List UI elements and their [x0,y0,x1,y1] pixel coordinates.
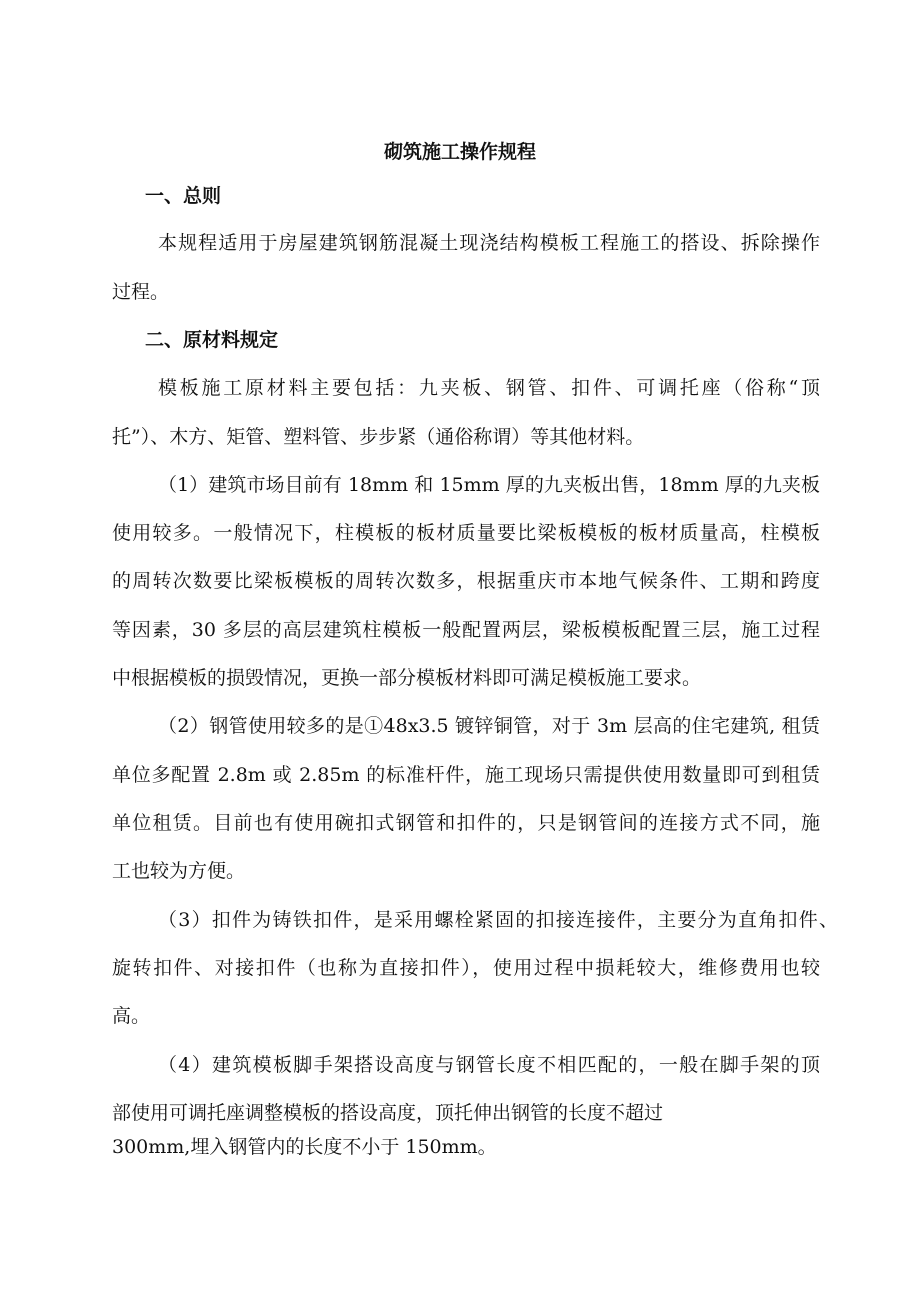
paragraph-line: 300mm,埋入钢管内的长度不小于 150mm。 [112,1136,497,1158]
paragraph-line: 等因素，30 多层的高层建筑柱模板一般配置两层，梁板模板配置三层，施工过程 [112,619,820,641]
paragraph-line: 部使用可调托座调整模板的搭设高度，顶托伸出钢管的长度不超过 [112,1102,664,1124]
section-heading-materials: 二、原材料规定 [145,329,279,351]
paragraph-line: 托”）、木方、矩管、塑料管、步步紧（通俗称谓）等其他材料。 [112,426,645,448]
paragraph-line: 使用较多。一般情况下，柱模板的板材质量要比梁板模板的板材质量高，柱模板 [112,522,820,544]
paragraph-line: 过程。 [112,281,170,303]
paragraph-line: （2）钢管使用较多的是①48x3.5 镀锌铜管，对于 3m 层高的住宅建筑, 租赁 [158,715,820,737]
paragraph-line: （4）建筑模板脚手架搭设高度与钢管长度不相匹配的，一般在脚手架的顶 [158,1054,820,1076]
paragraph-line: 工也较为方便。 [112,860,246,882]
paragraph-line: 的周转次数要比梁板模板的周转次数多，根据重庆市本地气候条件、工期和跨度 [112,570,820,592]
paragraph-line: 高。 [112,1005,151,1027]
paragraph-line: 本规程适用于房屋建筑钢筋混凝土现浇结构模板工程施工的搭设、拆除操作 [158,232,820,254]
paragraph-line: 单位多配置 2.8m 或 2.85m 的标准杆件，施工现场只需提供使用数量即可到租赁 [112,764,820,786]
paragraph-line: 单位租赁。目前也有使用碗扣式钢管和扣件的，只是钢管间的连接方式不同，施 [112,812,820,834]
section-heading-general: 一、总则 [145,185,222,207]
paragraph-line: （1）建筑市场目前有 18mm 和 15mm 厚的九夹板出售，18mm 厚的九夹板 [158,474,820,496]
paragraph-line: （3）扣件为铸铁扣件，是采用螺栓紧固的扣接连接件，主要分为直角扣件、 [158,909,838,931]
paragraph-line: 模板施工原材料主要包括：九夹板、钢管、扣件、可调托座（俗称“顶 [158,377,820,399]
paragraph-line: 中根据模板的损毁情况，更换一部分模板材料即可满足模板施工要求。 [112,667,702,689]
document-title: 砌筑施工操作规程 [383,141,536,163]
paragraph-line: 旋转扣件、对接扣件（也称为直接扣件），使用过程中损耗较大，维修费用也较 [112,957,820,979]
